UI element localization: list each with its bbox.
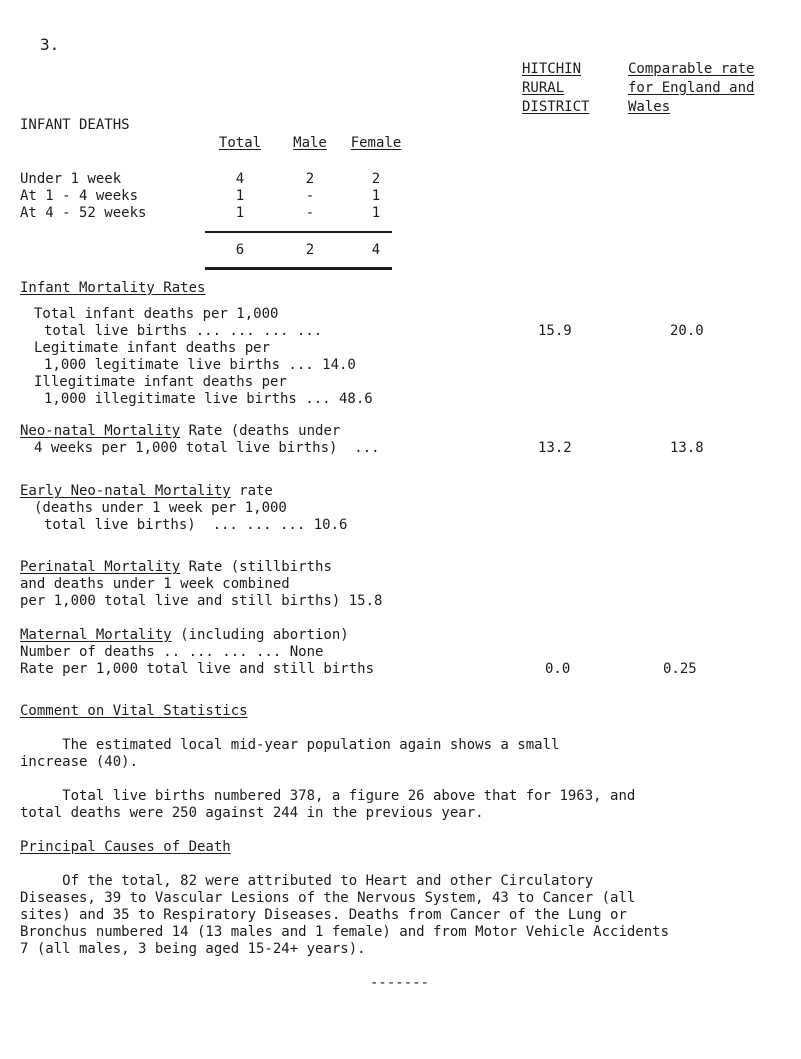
england-rate: 0.25 (663, 661, 697, 677)
infant-mortality-line: Legitimate infant deaths per (34, 340, 271, 356)
causes-line: Diseases, 39 to Vascular Lesions of the Nervous System, 43 to Cancer (all (20, 890, 636, 906)
england-rate: 20.0 (670, 323, 704, 339)
row-total: 4 (235, 171, 245, 187)
totals-male: 2 (305, 242, 315, 258)
page-number: 3. (40, 35, 60, 54)
header-total: Total (218, 135, 262, 151)
row-label: At 4 - 52 weeks (20, 205, 147, 221)
england-header-line-3: Wales (628, 99, 671, 115)
infant-mortality-line: 1,000 legitimate live births ... 14.0 (44, 357, 356, 373)
comment-heading: Comment on Vital Statistics (20, 703, 248, 719)
comment-line: Total live births numbered 378, a figure 26 above that for 1963, and (20, 788, 636, 804)
header-male: Male (293, 135, 327, 151)
comment-line: The estimated local mid-year population again shows a small (20, 737, 560, 753)
header-female: Female (350, 135, 402, 151)
perinatal-line: and deaths under 1 week combined (20, 576, 290, 592)
totals-top-rule (205, 231, 392, 233)
row-male: 2 (305, 171, 315, 187)
england-header-line-2: for England and (628, 80, 755, 96)
neonatal-heading: Neo-natal Mortality Rate (deaths under (20, 423, 341, 439)
totals-total: 6 (235, 242, 245, 258)
end-mark: ------- (370, 975, 430, 991)
infant-mortality-heading: Infant Mortality Rates (20, 280, 206, 296)
infant-mortality-line: Total infant deaths per 1,000 (34, 306, 279, 322)
causes-line: 7 (all males, 3 being aged 15-24+ years). (20, 941, 366, 957)
district-rate: 15.9 (538, 323, 572, 339)
row-total: 1 (235, 205, 245, 221)
totals-female: 4 (371, 242, 381, 258)
district-rate: 0.0 (545, 661, 571, 677)
row-female: 2 (371, 171, 381, 187)
causes-heading: Principal Causes of Death (20, 839, 231, 855)
england-rate: 13.8 (670, 440, 704, 456)
infant-mortality-line: 1,000 illegitimate live births ... 48.6 (44, 391, 373, 407)
row-total: 1 (235, 188, 245, 204)
section-title: INFANT DEATHS (20, 117, 130, 133)
early-neonatal-line: total live births) ... ... ... 10.6 (44, 517, 348, 533)
totals-bottom-rule (205, 267, 392, 270)
district-header-line-3: DISTRICT (522, 99, 590, 115)
early-neonatal-heading: Early Neo-natal Mortality rate (20, 483, 273, 499)
district-rate: 13.2 (538, 440, 572, 456)
row-male: - (305, 188, 315, 204)
causes-line: Bronchus numbered 14 (13 males and 1 female) and from Motor Vehicle Accidents (20, 924, 670, 940)
district-header-line-2: RURAL (522, 80, 565, 96)
comment-line: increase (40). (20, 754, 139, 770)
perinatal-line: per 1,000 total live and still births) 15.8 (20, 593, 383, 609)
row-male: - (305, 205, 315, 221)
england-header-line-1: Comparable rate (628, 61, 755, 77)
neonatal-line: 4 weeks per 1,000 total live births) ... (34, 440, 380, 456)
maternal-line: Number of deaths .. ... ... ... None (20, 644, 324, 660)
row-label: Under 1 week (20, 171, 122, 187)
maternal-heading: Maternal Mortality (including abortion) (20, 627, 349, 643)
causes-line: Of the total, 82 were attributed to Heart and other Circulatory (20, 873, 594, 889)
district-header-line-1: HITCHIN (522, 61, 582, 77)
maternal-line: Rate per 1,000 total live and still births (20, 661, 375, 677)
row-female: 1 (371, 188, 381, 204)
perinatal-heading: Perinatal Mortality Rate (stillbirths (20, 559, 332, 575)
row-female: 1 (371, 205, 381, 221)
row-label: At 1 - 4 weeks (20, 188, 139, 204)
comment-line: total deaths were 250 against 244 in the previous year. (20, 805, 484, 821)
infant-mortality-line: total live births ... ... ... ... (44, 323, 323, 339)
causes-line: sites) and 35 to Respiratory Diseases. Deaths from Cancer of the Lung or (20, 907, 627, 923)
early-neonatal-line: (deaths under 1 week per 1,000 (34, 500, 287, 516)
infant-mortality-line: Illegitimate infant deaths per (34, 374, 287, 390)
